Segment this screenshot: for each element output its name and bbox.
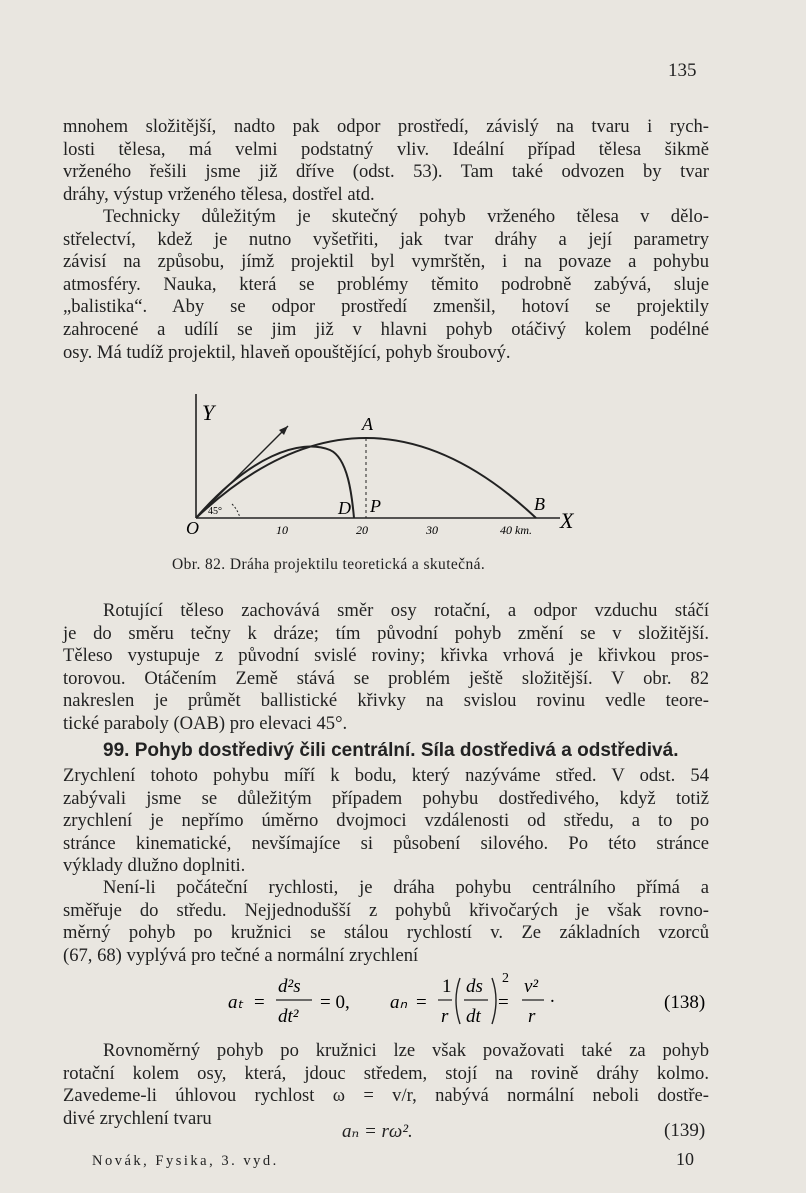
text-line: tické paraboly (OAB) pro elevaci 45°. bbox=[63, 712, 348, 734]
text-line: Rotující těleso zachovává směr osy rotační, a odpor vzduchu stáčí bbox=[103, 600, 709, 621]
text-line: Technicky důležitým je skutečný pohyb vrženého tělesa v dělo- bbox=[103, 206, 709, 227]
equation-139: aₙ = rω². bbox=[342, 1121, 413, 1142]
label-o: O bbox=[186, 518, 199, 538]
eq-at: aₜ bbox=[228, 992, 244, 1013]
text-line: je do směru tečny k dráze; tím původní pohyb změní se v složitější. bbox=[63, 622, 709, 644]
text-line: Rovnoměrný pohyb po kružnici lze však považovati také za pohyb bbox=[103, 1040, 709, 1061]
tick-label: 20 bbox=[356, 523, 368, 537]
text-line: divé zrychlení tvaru bbox=[63, 1107, 212, 1129]
text-line: (67, 68) vyplývá pro tečné a normální zrychlení bbox=[63, 944, 419, 966]
text-line: losti tělesa, má velmi podstatný vliv. Ideální případ tělesa šikmě bbox=[63, 138, 709, 160]
tick-label: 40 km. bbox=[500, 523, 532, 537]
text-line: mnohem složitější, nadto pak odpor prostředí, závislý na tvaru i rych- bbox=[63, 116, 709, 137]
equation-138 bbox=[220, 968, 720, 1032]
text-line: směřuje do středu. Nejjednodušší z pohybů křivočarých je však rovno- bbox=[63, 899, 709, 921]
eq-r: r bbox=[441, 1006, 449, 1027]
section-heading bbox=[63, 740, 709, 763]
text-line: Zavedeme-li úhlovou rychlost ω = v/r, nabývá normální neboli dostře- bbox=[63, 1085, 709, 1107]
launch-direction bbox=[196, 426, 288, 518]
eq-r2: r bbox=[528, 1006, 536, 1027]
text-line: rotační kolem osy, která, jdouc středem, stojí na rovině dráhy kolmo. bbox=[63, 1062, 709, 1084]
text-line: zahrocené a udílí se jim již v hlavni pohyb otáčivý kolem podélné bbox=[63, 318, 709, 340]
text-line: výklady dlužno doplniti. bbox=[63, 855, 246, 877]
text-line: dráhy, výstup vrženého tělesa, dostřel atd. bbox=[63, 183, 375, 205]
eq-num: d²s bbox=[278, 976, 301, 997]
text-line: závisí na způsobu, jímž projektil byl vymrštěn, i na povaze a pohybu bbox=[63, 251, 709, 273]
text-line: nakreslen je průmět ballistické křivky na svislou rovinu vedle teore- bbox=[63, 690, 709, 712]
eq-number-138: (138) bbox=[664, 992, 706, 1013]
paren-right bbox=[492, 978, 496, 1024]
text-line: zabývali jsme se důležitým případem pohybu dostředivého, když totiž bbox=[63, 787, 709, 809]
angle-arc bbox=[232, 504, 240, 518]
label-a: A bbox=[362, 414, 373, 434]
footer-signature: 10 bbox=[676, 1149, 694, 1169]
label-y: Y bbox=[202, 400, 215, 425]
eq-ds: ds bbox=[466, 976, 483, 997]
heading-text: 99. Pohyb dostředivý čili centrální. Síla dostředivá a odstředivá. bbox=[103, 740, 679, 761]
text-line: osy. Má tudíž projektil, hlaveň opouštějící, pohyb šroubový. bbox=[63, 341, 511, 363]
page-number: 135 bbox=[668, 60, 697, 81]
label-b: B bbox=[534, 494, 545, 514]
label-p: P bbox=[370, 496, 381, 516]
paren-left bbox=[456, 978, 460, 1024]
text-line: „balistika“. Aby se odpor prostředí zmenšil, hotoví se projektily bbox=[63, 296, 709, 318]
paragraph-2 bbox=[63, 206, 709, 364]
eq-equals-2: = bbox=[416, 992, 427, 1013]
eq-den: dt² bbox=[278, 1006, 299, 1027]
paragraph-4 bbox=[63, 765, 709, 878]
figure-caption: Obr. 82. Dráha projektilu teoretická a skutečná. bbox=[172, 556, 486, 573]
footer-source: Novák, Fysika, 3. vyd. bbox=[92, 1153, 279, 1169]
eq-one: 1 bbox=[442, 976, 452, 997]
text-line: zrychlení je nepřímo úměrno dvojmoci vzdálenosti od středu, a to po bbox=[63, 810, 709, 832]
text-line: stránce kinematické, nevšímajíce si působení silového. Po této stránce bbox=[63, 832, 709, 854]
eq-v2: v² bbox=[524, 976, 539, 997]
eq-zero: = 0, bbox=[320, 992, 350, 1013]
trajectory-figure bbox=[180, 386, 600, 546]
paragraph-5 bbox=[63, 877, 709, 967]
eq-dot: . bbox=[550, 986, 555, 1007]
text-line: vrženého řešili jsme již dříve (odst. 53). Tam také odvozen by tvar bbox=[63, 161, 709, 183]
text-line: Těleso vystupuje z původní svislé roviny; křivka vrhová je křivkou pros- bbox=[63, 645, 709, 667]
text-line: Není-li počáteční rychlosti, je dráha pohybu centrálního přímá a bbox=[103, 877, 709, 898]
label-d: D bbox=[338, 498, 351, 518]
angle-label: 45° bbox=[208, 506, 222, 517]
text-line: Zrychlení tohoto pohybu míří k bodu, který nazýváme střed. V odst. 54 bbox=[63, 765, 709, 786]
tick-label: 30 bbox=[426, 523, 438, 537]
eq-dt: dt bbox=[466, 1006, 481, 1027]
tick-label: 10 bbox=[276, 523, 288, 537]
text-line: střelectví, kdež je nutno vyšetřiti, jak tvar dráhy a její parametry bbox=[63, 228, 709, 250]
text-line: měrný pohyb po kružnici se stálou rychlostí v. Ze základních vzorců bbox=[63, 922, 709, 944]
eq-equals: = bbox=[254, 992, 265, 1013]
text-line: torovou. Otáčením Země stává se problém ještě složitější. V obr. 82 bbox=[63, 667, 709, 689]
eq-an: aₙ bbox=[390, 992, 408, 1013]
text-line: atmosféry. Nauka, která se problémy těmito podrobně zabývá, sluje bbox=[63, 273, 709, 295]
paragraph-6 bbox=[63, 1040, 709, 1130]
eq-equals-3: = bbox=[498, 992, 509, 1013]
paragraph-1 bbox=[63, 116, 709, 206]
label-x: X bbox=[560, 508, 574, 533]
eq-number-139: (139) bbox=[664, 1120, 706, 1141]
paragraph-3 bbox=[63, 600, 709, 736]
eq-square: 2 bbox=[502, 971, 509, 986]
